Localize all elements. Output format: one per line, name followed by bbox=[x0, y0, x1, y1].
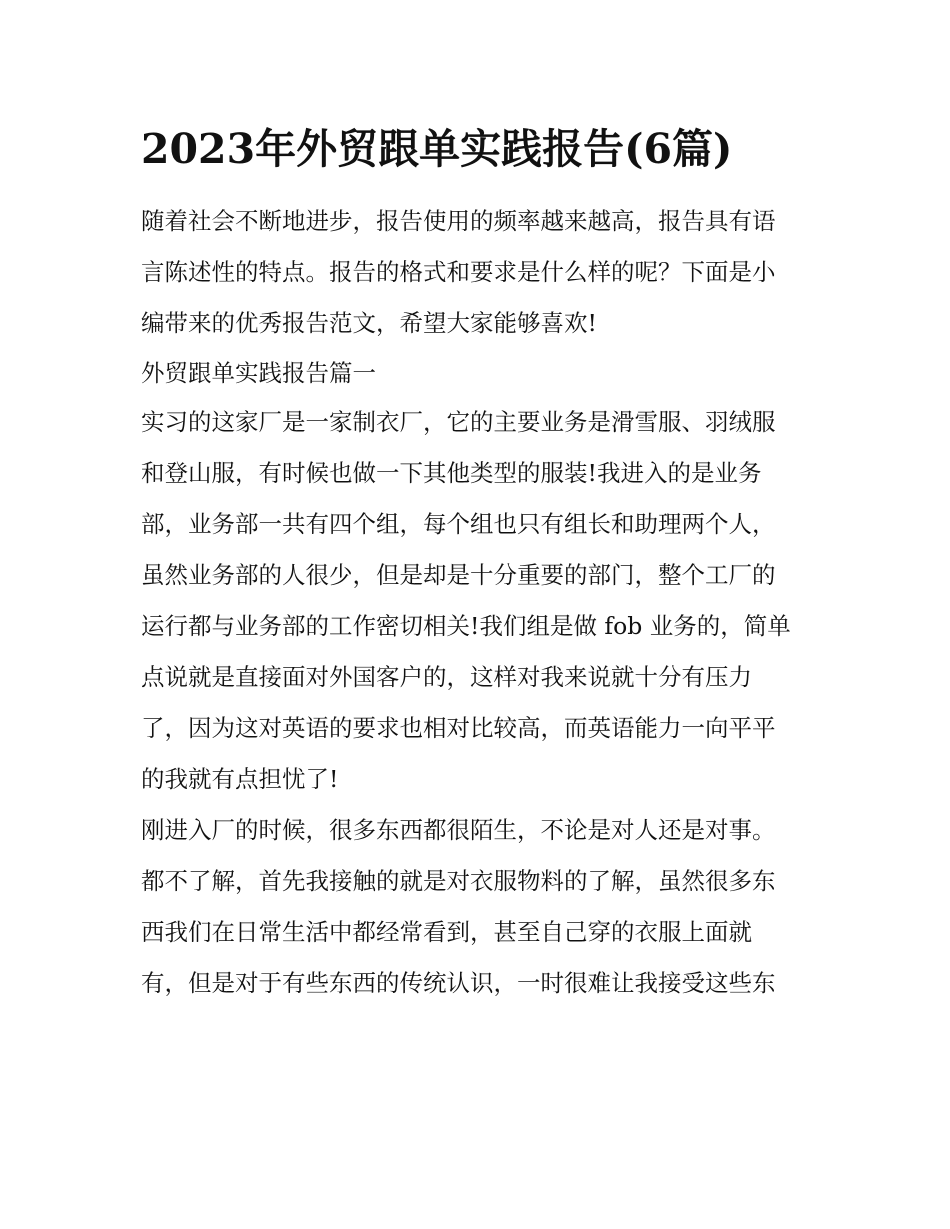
paragraph-2-line-4: 有，但是对于有些东西的传统认识，一时很难让我接受这些东 bbox=[141, 969, 776, 997]
intro-line-3: 编带来的优秀报告范文，希望大家能够喜欢! bbox=[141, 309, 597, 337]
paragraph-2-line-3: 西我们在日常生活中都经常看到，甚至自己穿的衣服上面就 bbox=[141, 918, 752, 946]
section-heading: 外贸跟单实践报告篇一 bbox=[141, 359, 376, 387]
paragraph-2-line-1: 刚进入厂的时候，很多东西都很陌生，不论是对人还是对事。 bbox=[141, 816, 776, 844]
paragraph-1-line-7: 了，因为这对英语的要求也相对比较高，而英语能力一向平平 bbox=[141, 714, 776, 742]
paragraph-1-line-2: 和登山服，有时候也做一下其他类型的服装!我进入的是业务 bbox=[141, 459, 762, 487]
document-body bbox=[141, 110, 816, 1009]
document-title: 2023年外贸跟单实践报告(6篇) bbox=[141, 125, 733, 173]
paragraph-1-line-5: 运行都与业务部的工作密切相关!我们组是做 fob 业务的，简单 bbox=[141, 612, 791, 640]
paragraph-2-line-2: 都不了解，首先我接触的就是对衣服物料的了解，虽然很多东 bbox=[141, 867, 776, 895]
intro-line-2: 言陈述性的特点。报告的格式和要求是什么样的呢？下面是小 bbox=[141, 258, 776, 286]
paragraph-1-line-8: 的我就有点担忧了! bbox=[141, 765, 339, 793]
paragraph-1-line-6: 点说就是直接面对外国客户的，这样对我来说就十分有压力 bbox=[141, 663, 752, 691]
paragraph-1-line-1: 实习的这家厂是一家制衣厂，它的主要业务是滑雪服、羽绒服 bbox=[141, 408, 776, 436]
intro-line-1: 随着社会不断地进步，报告使用的频率越来越高，报告具有语 bbox=[141, 207, 776, 235]
paragraph-1-line-4: 虽然业务部的人很少，但是却是十分重要的部门，整个工厂的 bbox=[141, 561, 776, 589]
paragraph-1-line-3: 部，业务部一共有四个组，每个组也只有组长和助理两个人， bbox=[141, 510, 776, 538]
